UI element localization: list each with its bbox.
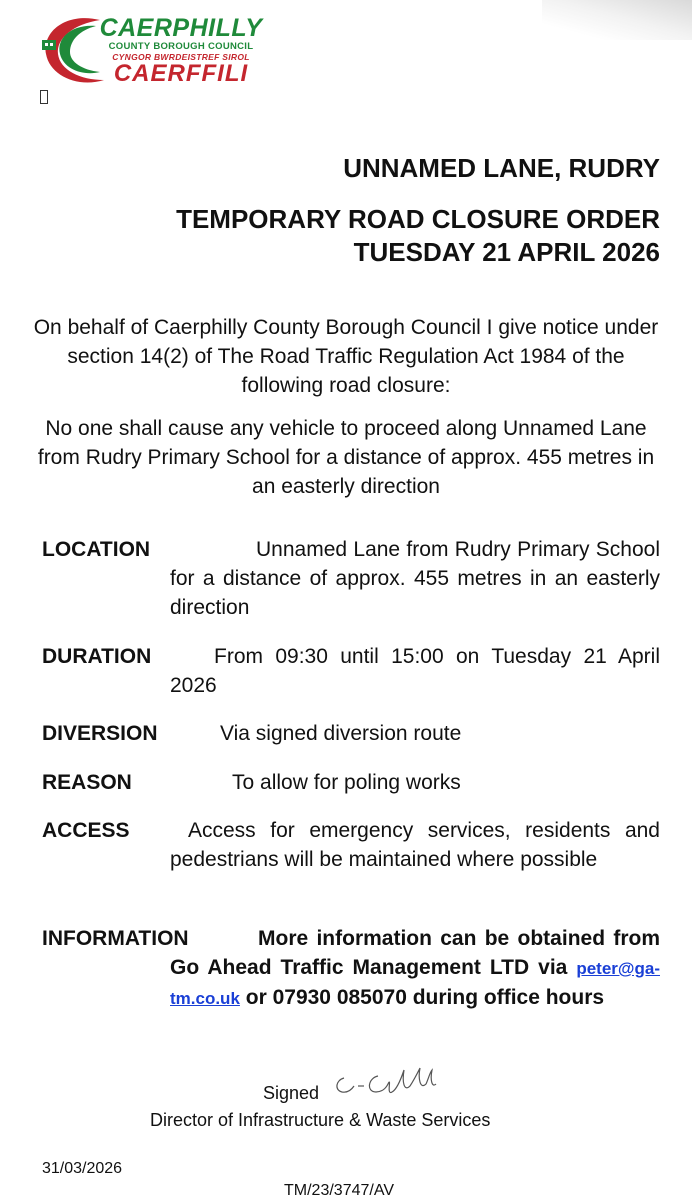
email-link[interactable]: peter@ga-tm.co.uk (170, 959, 660, 1008)
access-label: ACCESS (42, 819, 130, 842)
logo-cyngor: CYNGOR BWRDEISTREF SIROL (112, 52, 250, 62)
reference-number: TM/23/3747/AV (284, 1182, 394, 1199)
duration-value: From 09:30 until 15:00 on Tuesday 21 April 2026 (170, 645, 660, 697)
duration-label: DURATION (42, 645, 152, 668)
location-value: Unnamed Lane from Rudry Primary School for a distance of approx. 455 metres in an easterly direction (170, 538, 660, 619)
information-row (42, 924, 660, 1013)
diversion-label: DIVERSION (42, 722, 158, 745)
logo-caerffili: CAERFFILI (113, 60, 249, 87)
order-date: TUESDAY 21 APRIL 2026 (353, 237, 660, 267)
access-value: Access for emergency services, residents and pedestrians will be maintained where possible (170, 819, 660, 871)
intro-prohibition: No one shall cause any vehicle to proceed along Unnamed Lane from Rudry Primary School for a distance of approx. 455 metres in an easterly direction (37, 417, 655, 498)
location-label: LOCATION (42, 538, 151, 561)
page-curl-shadow (542, 0, 692, 40)
notice-date: 31/03/2026 (42, 1160, 123, 1177)
information-text: More information can be obtained from Go Ahead Traffic Management LTD via (170, 927, 660, 979)
diversion-row (42, 719, 660, 748)
reason-label: REASON (42, 771, 132, 794)
reason-value: To allow for poling works (232, 771, 461, 794)
road-name: UNNAMED LANE, RUDRY (343, 153, 660, 183)
logo-caerphilly: CAERPHILLY (99, 14, 263, 42)
council-logo (38, 10, 263, 90)
director-title: Director of Infrastructure & Waste Services (150, 1110, 491, 1130)
reason-row (42, 768, 660, 797)
diversion-value: Via signed diversion route (220, 722, 462, 745)
access-row (42, 816, 660, 874)
information-label: INFORMATION (42, 927, 189, 950)
signature-image (330, 1062, 440, 1102)
intro-notice: On behalf of Caerphilly County Borough Council I give notice under section 14(2) of The Road Traffic Regulation Act 1984 of the following road closure: (33, 316, 659, 397)
location-row (42, 535, 660, 622)
title-block (176, 152, 660, 269)
missing-glyph-icon (40, 90, 48, 104)
order-title: TEMPORARY ROAD CLOSURE ORDER (176, 204, 660, 234)
signed-label: Signed (263, 1083, 320, 1103)
information-phone: or 07930 085070 during office hours (245, 986, 605, 1009)
duration-row (42, 642, 660, 700)
intro (30, 313, 662, 501)
logo-county-borough: COUNTY BOROUGH COUNCIL (108, 41, 254, 52)
